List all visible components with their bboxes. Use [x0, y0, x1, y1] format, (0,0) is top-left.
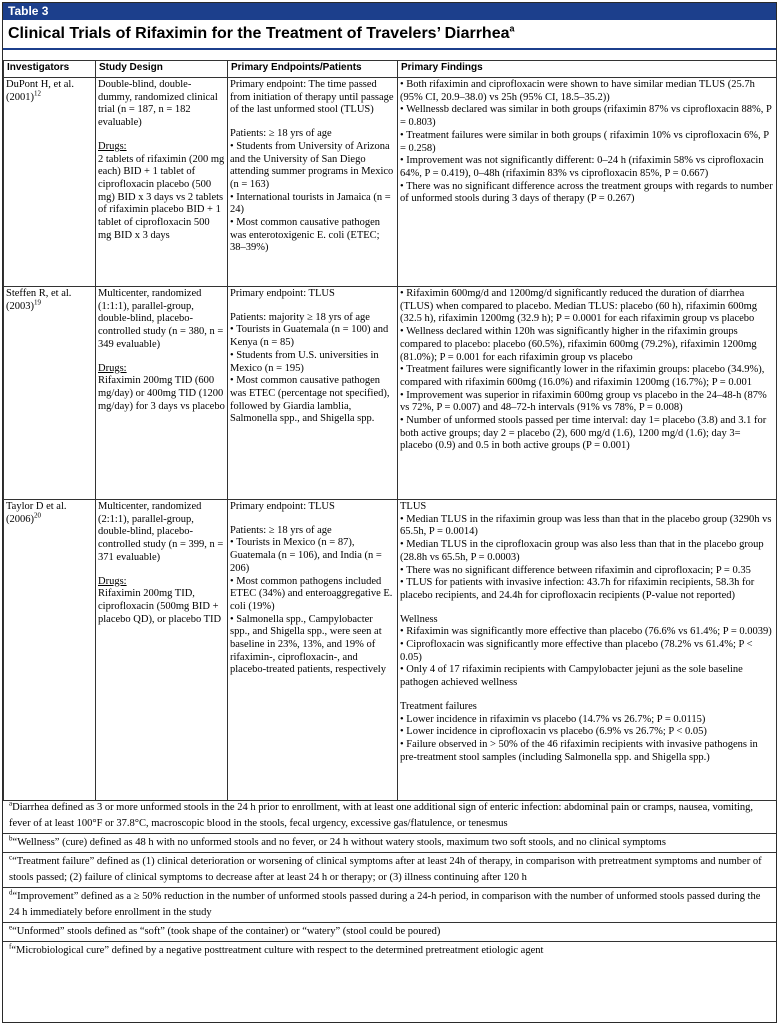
endpoints-cell: [228, 287, 398, 500]
investigator-year: (2001): [6, 91, 34, 103]
finding-item: • TLUS for patients with invasive infection: 43.7h for rifaximin recipients, 58.3h for placebo recipients, and 24.4h for ciprofloxacin recipients (P-value not reported): [400, 577, 755, 601]
header-investigators: Investigators: [4, 61, 96, 78]
investigator-year: (2006): [6, 513, 34, 525]
footnotes: [3, 799, 776, 960]
drugs-text: Rifaximin 200mg TID, ciprofloxacin (500mg BID + placebo QD), or placebo TID: [98, 588, 222, 625]
footnote: [3, 834, 776, 853]
design-text: Multicenter, randomized (1:1:1), parallel-group, double-blind, placebo-controlled study (n = 380, n = 349 evaluable): [98, 288, 224, 350]
finding-item: • Lower incidence in ciprofloxacin vs placebo (6.9% vs 26.7%; P < 0.05): [400, 726, 707, 738]
table-row: [4, 78, 777, 287]
footnote-mark: b: [9, 834, 13, 843]
patient-item: • Most common pathogens included ETEC (34%) and enteroaggregative E. coli (19%): [230, 575, 393, 612]
design-cell: [96, 78, 228, 287]
reference-number: 20: [34, 511, 41, 520]
endpoints-cell: [228, 78, 398, 287]
footnote: [3, 923, 776, 942]
finding-item: • Ciprofloxacin was significantly more effective than placebo (78.2% vs 61.4%; P < 0.05): [400, 639, 753, 663]
patient-item: • International tourists in Jamaica (n = 24): [230, 191, 391, 216]
drugs-label: Drugs:: [98, 140, 127, 152]
patient-item: • Most common causative pathogen was ETEC (percentage not specified), followed by Giardia lamblia, Salmonella spp., and Shigella spp.: [230, 375, 390, 425]
patients-label: Patients: majority ≥ 18 yrs of age: [230, 311, 370, 323]
table-row: [4, 500, 777, 801]
footnote: [3, 799, 776, 834]
footnote: [3, 942, 776, 960]
finding-item: • Treatment failures were similar in both groups ( rifaximin 10% vs ciprofloxacin 6%, P = 0.258): [400, 129, 769, 154]
finding-item: • Treatment failures were significantly lower in the rifaximin groups: placebo (34.9%), compared with rifaximin 600mg (16.0%) and rifaximin 1200mg (16.7%); P = 0.001: [400, 364, 765, 388]
finding-item: • Wellnessb declared was similar in both groups (rifaximin 87% vs ciprofloxacin 88%, P = 0.803): [400, 104, 772, 129]
finding-item: • Only 4 of 17 rifaximin recipients with Campylobacter jejuni as the sole baseline pathogen achieved wellness: [400, 664, 743, 689]
footnote-mark: e: [9, 923, 13, 932]
trials-table: [3, 60, 777, 801]
patients-label: Patients: ≥ 18 yrs of age: [230, 128, 332, 140]
findings-heading: TLUS: [400, 501, 427, 512]
header-study-design: Study Design: [96, 61, 228, 78]
investigator-name: DuPont H, et al.: [6, 79, 74, 90]
table-frame: [2, 2, 777, 1023]
table-title-text: Clinical Trials of Rifaximin for the Treatment of Travelers’ Diarrhea: [8, 25, 510, 42]
footnote-mark: a: [9, 799, 13, 808]
drugs-text: Rifaximin 200mg TID (600 mg/day) or 400mg TID (1200 mg/day) for 3 days vs placebo: [98, 375, 225, 412]
finding-item: • Median TLUS in the ciprofloxacin group was also less than that in the placebo group (28.8h vs 65.5h, P = 0.0003): [400, 539, 764, 563]
reference-number: 19: [34, 298, 41, 307]
footnote-text: “Improvement” defined as a ≥ 50% reduction in the number of unformed stools passed during a 24-h period, in comparison with the number of unformed stools passed during the 24 h immediately before enrollment in the study: [9, 891, 761, 918]
drugs-text: 2 tablets of rifaximin (200 mg each) BID + 1 tablet of ciprofloxacin placebo (500 mg) BID x 3 days vs 2 tablets of rifaximin placebo BID + 1 tablet of ciprofloxacin 500 mg BID x 3 days: [98, 153, 225, 241]
footnote-text: “Wellness” (cure) defined as 48 h with no unformed stools and no fever, or 24 h without watery stools, maximum two soft stools, and no clinical symptoms: [12, 837, 666, 848]
footnote: [3, 853, 776, 888]
endpoint-text: Primary endpoint: TLUS: [230, 288, 335, 299]
finding-item: • Rifaximin was significantly more effective than placebo (76.6% vs 61.4%; P = 0.0039): [400, 626, 772, 638]
endpoint-text: Primary endpoint: The time passed from initiation of therapy until passage of the last unformed stool (TLUS): [230, 79, 394, 116]
finding-item: • Rifaximin 600mg/d and 1200mg/d significantly reduced the duration of diarrhea (TLUS) when compared to placebo. Median TLUS: placebo (60 h), rifaximin 600mg (32.5 h), rifaximin 1200mg (32.9 h); P = 0.0001 for each rifaximin group vs placebo: [400, 288, 758, 325]
patient-item: • Salmonella spp., Campylobacter spp., and Shigella spp., were seen at baseline in 23%, 13%, and 19% of rifaximin-, ciprofloxacin-, and placebo-treated patients, respectively: [230, 613, 386, 676]
endpoints-cell: [228, 500, 398, 801]
footnote-mark: c: [9, 853, 13, 862]
finding-item: • Improvement was not significantly different: 0–24 h (rifaximin 58% vs ciprofloxacin 64%, P = 0.419), 0–48h (rifaximin 83% vs ciprofloxacin 85%, P = 0.667): [400, 155, 764, 179]
footnote-mark: f: [9, 942, 12, 951]
findings-cell: [398, 500, 777, 801]
finding-item: • Number of unformed stools passed per time interval: day 1= placebo (3.8) and 3.1 for both active groups; day 2 = placebo (2), 600 mg/d (1.6), 1200 mg/d (1.6); day 3= placebo (0.9) and 0.5 in both active groups (P = 0.001): [400, 415, 767, 452]
endpoint-text: Primary endpoint: TLUS: [230, 501, 335, 512]
footnote-text: “Treatment failure” defined as (1) clinical deterioration or worsening of clinical symptoms after at least 24h of therapy, in comparison with pretreatment symptoms and number of stools passed; (2) failure of clinical symptoms to decrease after at least 24 h or therapy; or (3) illness continuing after 120 h: [9, 856, 762, 883]
finding-item: • Wellness declared within 120h was significantly higher in the rifaximin groups compared to placebo: placebo (60.5%), rifaximin 600mg (79.2%), rifaximin 1200mg (81.0%); P = 0.001 for each rifaximin group vs placebo: [400, 326, 757, 363]
investigator-cell: [4, 287, 96, 500]
investigator-cell: [4, 500, 96, 801]
investigator-year: (2003): [6, 300, 34, 312]
header-row: [4, 61, 777, 78]
investigator-name: Steffen R, et al.: [6, 288, 72, 299]
investigator-name: Taylor D et al.: [6, 501, 67, 512]
findings-section-wellness: [400, 614, 774, 690]
findings-section-tlus: [400, 501, 774, 603]
design-cell: [96, 287, 228, 500]
findings-heading: Treatment failures: [400, 700, 477, 712]
findings-cell: [398, 287, 777, 500]
footnote-text: “Unformed” stools defined as “soft” (took shape of the container) or “watery” (stool could be poured): [12, 926, 441, 937]
patient-item: • Tourists in Guatemala (n = 100) and Kenya (n = 85): [230, 324, 389, 349]
design-cell: [96, 500, 228, 801]
finding-item: • Failure observed in > 50% of the 46 rifaximin recipients with invasive pathogens in pre-treatment stool samples (including Salmonella spp. and Shigella spp.): [400, 738, 758, 763]
findings-section-treatment-failures: [400, 701, 774, 765]
table-row: [4, 287, 777, 500]
table-title: [3, 20, 776, 50]
drugs-label: Drugs:: [98, 362, 127, 374]
finding-item: • There was no significant difference across the treatment groups with regards to number of unformed stools during 3 days of therapy (P = 0.267): [400, 180, 773, 205]
header-findings: Primary Findings: [398, 61, 777, 78]
table-label: Table 3: [3, 3, 776, 20]
finding-item: • Improvement was superior in rifaximin 600mg group vs placebo in the 24–48-h (87% vs 72%, P = 0.007) and 48–72-h intervals (91% vs 78%, P = 0.008): [400, 389, 767, 414]
patient-item: • Most common causative pathogen was enterotoxigenic E. coli (ETEC; 38–39%): [230, 217, 381, 254]
patient-item: • Students from U.S. universities in Mexico (n = 195): [230, 349, 379, 374]
patient-item: • Tourists in Mexico (n = 87), Guatemala (n = 106), and India (n = 206): [230, 537, 382, 574]
title-footnote-mark: a: [509, 23, 515, 34]
finding-item: • Median TLUS in the rifaximin group was less than that in the placebo group (3290h vs 65.5h, P = 0.0014): [400, 513, 772, 538]
design-text: Double-blind, double-dummy, randomized clinical trial (n = 187, n = 182 evaluable): [98, 79, 218, 129]
patient-item: • Students from University of Arizona and the University of San Diego attending summer programs in Mexico (n = 163): [230, 140, 394, 190]
patients-label: Patients: ≥ 18 yrs of age: [230, 524, 332, 536]
footnote-text: “Microbiological cure” defined by a negative posttreatment culture with respect to the determined pretreatment etiologic agent: [11, 945, 544, 956]
design-text: Multicenter, randomized (2:1:1), parallel-group, double-blind, placebo-controlled study (n = 399, n = 371 evaluable): [98, 501, 224, 563]
findings-heading: Wellness: [400, 613, 438, 625]
drugs-label: Drugs:: [98, 575, 127, 587]
reference-number: 12: [34, 89, 41, 98]
header-endpoints: Primary Endpoints/Patients: [228, 61, 398, 78]
footnote: [3, 888, 776, 923]
footnote-mark: d: [9, 888, 13, 897]
finding-item: • Lower incidence in rifaximin vs placebo (14.7% vs 26.7%; P = 0.0115): [400, 713, 706, 725]
finding-item: • Both rifaximin and ciprofloxacin were shown to have similar median TLUS (25.7h (95% CI, 20.9–38.0) vs 25h (95% CI, 18.5–35.2)): [400, 79, 755, 103]
investigator-cell: [4, 78, 96, 287]
footnote-text: Diarrhea defined as 3 or more unformed stools in the 24 h prior to enrollment, with at least one additional sign of enteric infection: abdominal pain or cramps, nausea, vomiting, fever of at least 100°F or 37.8°C, macroscopic blood in the stools, fecal urgency, excessive gas/flatulence, or tenesmus: [9, 802, 754, 829]
findings-cell: [398, 78, 777, 287]
table-body: [4, 78, 777, 801]
finding-item: • There was no significant difference between rifaximin and ciprofloxacin; P = 0.35: [400, 564, 751, 576]
